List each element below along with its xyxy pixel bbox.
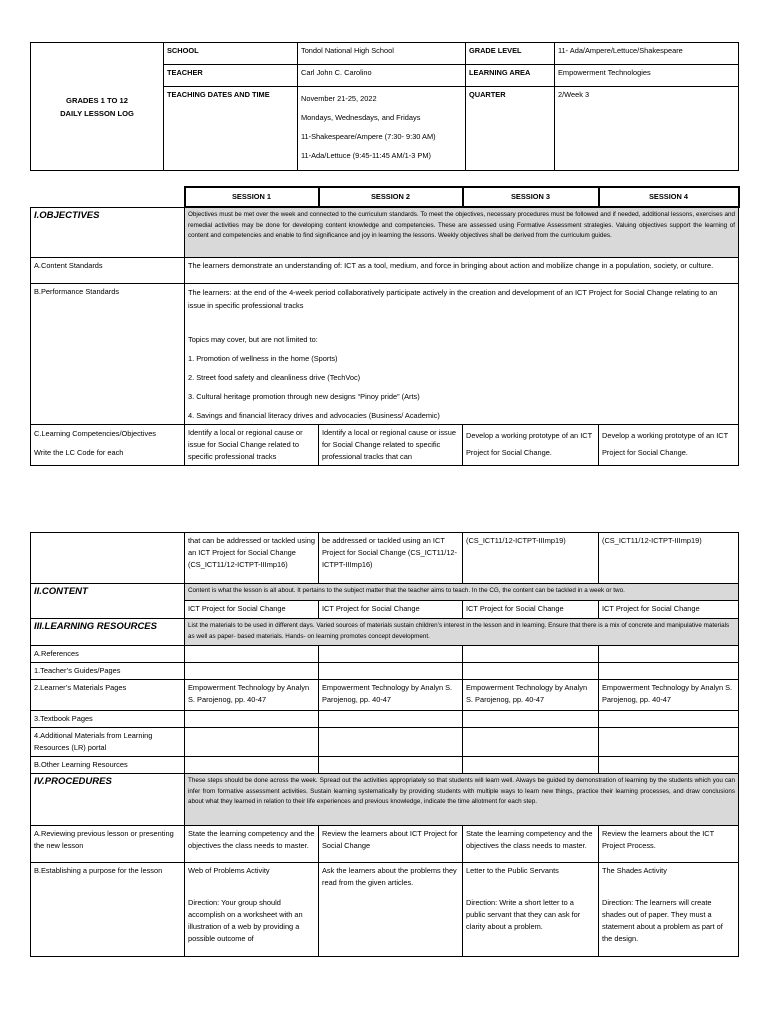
blank-continuation [31,533,185,584]
content-session-1: ICT Project for Social Change [185,601,319,619]
objectives-table [30,186,740,466]
textbook-label: 3.Textbook Pages [31,711,185,728]
lesson-table [30,532,739,957]
content-standards-label: A.Content Standards [31,257,185,283]
header-table [30,42,739,171]
area-value: Empowerment Technologies [555,65,739,87]
objectives-note: Objectives must be met over the week and connected to the curriculum standards. To meet the objectives, necessary procedures must be followed and if needed, additional lessons, exercises and remedial activities may be done for developing content knowledge and competencies. These are assessed using Formative Assessment strategies. Valuing objectives support the learning of content and competencies and enable to find significance and joy in learning the lessons. Weekly objectives shall be derived from the curriculum guides. [185,207,739,257]
reviewing-session-4: Review the learners about the ICT Project Process. [599,826,739,863]
session-2-header: SESSION 2 [319,187,463,207]
learners-materials-session-4: Empowerment Technology by Analyn S. Parojenog, pp. 40-47 [599,680,739,711]
content-standards-text: The learners demonstrate an understanding of: ICT as a tool, medium, and force in bringing about action and mobilize change in a population, society, or culture. [185,257,739,283]
content-note: Content is what the lesson is all about. It pertains to the subject matter that the teacher aims to teach. In the CG, the content can be tackled in a week or two. [185,584,739,601]
reviewing-session-1: State the learning competency and the objectives the class needs to master. [185,826,319,863]
competency-session-1: Identify a local or regional cause or issue for Social Change related to specific professional tracks [185,424,319,465]
competency-cont-session-3: (CS_ICT11/12-ICTPT-IIImp19) [463,533,599,584]
quarter-label: QUARTER [466,87,555,171]
purpose-label: B.Establishing a purpose for the lesson [31,863,185,957]
content-session-2: ICT Project for Social Change [319,601,463,619]
purpose-session-3: Letter to the Public Servants Direction: Write a short letter to a public servant that they can ask for clarity about a problem. [463,863,599,957]
competency-cont-session-4: (CS_ICT11/12-ICTPT-IIImp19) [599,533,739,584]
objectives-title: I.OBJECTIVES [31,207,185,257]
grade-label: GRADE LEVEL [466,43,555,65]
session-3-header: SESSION 3 [463,187,599,207]
learners-materials-label: 2.Learner’s Materials Pages [31,680,185,711]
quarter-value: 2/Week 3 [555,87,739,171]
teacher-label: TEACHER [164,65,298,87]
procedures-title: IV.PROCEDURES [31,774,185,826]
other-resources-label: B.Other Learning Resources [31,757,185,774]
competency-session-4: Develop a working prototype of an ICT Project for Social Change. [599,424,739,465]
content-session-4: ICT Project for Social Change [599,601,739,619]
learners-materials-session-1: Empowerment Technology by Analyn S. Parojenog, pp. 40-47 [185,680,319,711]
competency-session-2: Identify a local or regional cause or issue for Social Change related to specific professional tracks that can [319,424,463,465]
competency-cont-session-1: that can be addressed or tackled using an ICT Project for Social Change (CS_ICT11/12-ICTPT-IIImp16) [185,533,319,584]
purpose-session-2: Ask the learners about the problems they read from the given articles. [319,863,463,957]
performance-standards-label: B.Performance Standards [31,283,185,424]
teachers-guide-label: 1.Teacher’s Guides/Pages [31,663,185,680]
school-label: SCHOOL [164,43,298,65]
procedures-note: These steps should be done across the week. Spread out the activities appropriately so that students will learn well. Always be guided by demonstration of learning by the students which you can infer from formative assessment activities. Sustain learning systematically by providing students with multiple ways to learn new things, practice their learning processes, and draw conclusions about what they learned in relation to their life experiences and previous knowledge, indicate the time allotment for each step. [185,774,739,826]
purpose-session-4: The Shades Activity Direction: The learners will create shades out of paper. They must a statement about a problem as part of the design. [599,863,739,957]
dates-label: TEACHING DATES AND TIME [164,87,298,171]
blank-corner [31,187,185,207]
learners-materials-session-2: Empowerment Technology by Analyn S. Parojenog, pp. 40-47 [319,680,463,711]
additional-materials-label: 4.Additional Materials from Learning Resources (LR) portal [31,728,185,757]
area-label: LEARNING AREA [466,65,555,87]
content-session-3: ICT Project for Social Change [463,601,599,619]
teacher-value: Carl John C. Carolino [298,65,466,87]
content-title: II.CONTENT [31,584,185,619]
reviewing-session-2: Review the learners about ICT Project for Social Change [319,826,463,863]
session-1-header: SESSION 1 [185,187,319,207]
competency-session-3: Develop a working prototype of an ICT Project for Social Change. [463,424,599,465]
competencies-label: C.Learning Competencies/Objectives Write the LC Code for each [31,424,185,465]
reviewing-session-3: State the learning competency and the objectives the class needs to master. [463,826,599,863]
session-4-header: SESSION 4 [599,187,739,207]
references-label: A.References [31,646,185,663]
dll-title: GRADES 1 TO 12 DAILY LESSON LOG [31,43,164,171]
performance-standards-text: The learners: at the end of the 4-week period collaboratively participate actively in the creation and development of an ICT Project for Social Change relating to an issue in specific professional tracks Topics may cover, but are not limited to: 1. Promotion of wellness in the home (Sports) 2. Street food safety and cleanliness drive (TechVoc) 3. Cultural heritage promotion through new designs “Pinoy pride” (Arts) 4. Savings and financial literacy drives and advocacies (Business/ Academic) [185,283,739,424]
resources-note: List the materials to be used in different days. Varied sources of materials sustain children’s interest in the lesson and in learning. Ensure that there is a mix of concrete and manipulative materials as well as paper- based materials. Hands- on learning promotes concept development. [185,619,739,646]
grade-value: 11- Ada/Ampere/Lettuce/Shakespeare [555,43,739,65]
learners-materials-session-3: Empowerment Technology by Analyn S. Parojenog, pp. 40-47 [463,680,599,711]
reviewing-label: A.Reviewing previous lesson or presenting the new lesson [31,826,185,863]
competency-cont-session-2: be addressed or tackled using an ICT Project for Social Change (CS_ICT11/12-ICTPT-IIImp16) [319,533,463,584]
purpose-session-1: Web of Problems Activity Direction: Your group should accomplish on a worksheet with an illustration of a web by providing a possible outcome of [185,863,319,957]
school-value: Tondol National High School [298,43,466,65]
dates-value: November 21-25, 2022 Mondays, Wednesdays, and Fridays 11-Shakespeare/Ampere (7:30- 9:30 AM) 11-Ada/Lettuce (9:45-11:45 AM/1-3 PM) [298,87,466,171]
resources-title: III.LEARNING RESOURCES [31,619,185,646]
